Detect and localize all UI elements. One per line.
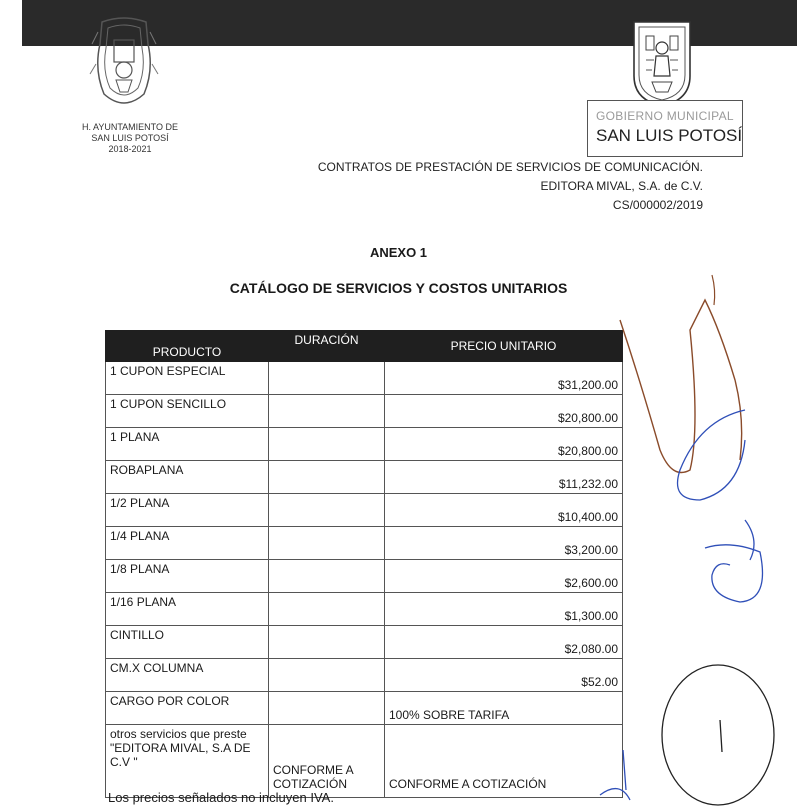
annex-title: ANEXO 1 (369, 245, 428, 260)
cell-duracion (269, 692, 385, 725)
ayuntamiento-line-2: SAN LUIS POTOSÍ (91, 133, 169, 143)
cell-precio: $2,600.00 (385, 560, 623, 593)
cell-producto: 1 CUPON SENCILLO (106, 395, 269, 428)
cell-producto: otros servicios que preste "EDITORA MIVAL, S.A DE C.V " (106, 725, 269, 798)
cell-duracion (269, 362, 385, 395)
cell-precio: $52.00 (385, 659, 623, 692)
table-row (106, 461, 623, 494)
cell-precio: $31,200.00 (385, 362, 623, 395)
table-header-row (106, 331, 623, 362)
cell-duracion (269, 461, 385, 494)
table-row (106, 692, 623, 725)
table-row (106, 725, 623, 798)
table-row (106, 362, 623, 395)
contract-line-3: CS/000002/2019 (612, 198, 703, 212)
cell-producto: 1 PLANA (106, 428, 269, 461)
cell-producto: 1 CUPON ESPECIAL (106, 362, 269, 395)
municipal-shield-icon (632, 20, 692, 108)
cell-precio: $20,800.00 (385, 428, 623, 461)
municipal-government-label (587, 100, 743, 157)
table-row (106, 494, 623, 527)
gov-label-bottom: SAN LUIS POTOSÍ (596, 126, 743, 145)
cell-duracion (269, 593, 385, 626)
cell-duracion (269, 395, 385, 428)
cell-duracion (269, 560, 385, 593)
table-row (106, 659, 623, 692)
cell-precio: $10,400.00 (385, 494, 623, 527)
cell-precio: $2,080.00 (385, 626, 623, 659)
ayuntamiento-line-1: H. AYUNTAMIENTO DE (81, 122, 178, 132)
ayuntamiento-caption (60, 122, 200, 155)
table-row (106, 626, 623, 659)
cell-duracion (269, 626, 385, 659)
cell-precio: $11,232.00 (385, 461, 623, 494)
city-coat-of-arms-icon (88, 14, 160, 114)
column-header-producto: PRODUCTO (106, 331, 269, 362)
column-header-precio: PRECIO UNITARIO (385, 331, 623, 362)
table-row (106, 428, 623, 461)
cell-precio: CONFORME A COTIZACIÓN (385, 725, 623, 798)
table-row (106, 527, 623, 560)
cell-producto: CARGO POR COLOR (106, 692, 269, 725)
cell-duracion: CONFORME A COTIZACIÓN (269, 725, 385, 798)
cell-duracion (269, 494, 385, 527)
cell-producto: CM.X COLUMNA (106, 659, 269, 692)
cell-producto: 1/2 PLANA (106, 494, 269, 527)
cell-producto: 1/4 PLANA (106, 527, 269, 560)
table-row (106, 395, 623, 428)
contract-line-2: EDITORA MIVAL, S.A. de C.V. (540, 179, 703, 193)
cell-precio: $1,300.00 (385, 593, 623, 626)
ayuntamiento-line-3: 2018-2021 (108, 144, 152, 154)
cell-precio: $20,800.00 (385, 395, 623, 428)
cell-duracion (269, 428, 385, 461)
contract-reference (318, 158, 703, 215)
contract-line-1: CONTRATOS DE PRESTACIÓN DE SERVICIOS DE COMUNICACIÓN. (317, 160, 703, 174)
services-price-table (105, 330, 623, 798)
cell-precio: $3,200.00 (385, 527, 623, 560)
table-row (106, 560, 623, 593)
cell-producto: 1/8 PLANA (106, 560, 269, 593)
cell-precio: 100% SOBRE TARIFA (385, 692, 623, 725)
cell-duracion (269, 527, 385, 560)
catalog-title: CATÁLOGO DE SERVICIOS Y COSTOS UNITARIOS (229, 280, 568, 296)
cell-producto: CINTILLO (106, 626, 269, 659)
cell-producto: ROBAPLANA (106, 461, 269, 494)
gov-label-top: GOBIERNO MUNICIPAL (596, 109, 734, 123)
table-row (106, 593, 623, 626)
footnote-iva: Los precios señalados no incluyen IVA. (108, 790, 334, 805)
column-header-duracion: DURACIÓN (269, 331, 385, 362)
cell-producto: 1/16 PLANA (106, 593, 269, 626)
cell-duracion (269, 659, 385, 692)
